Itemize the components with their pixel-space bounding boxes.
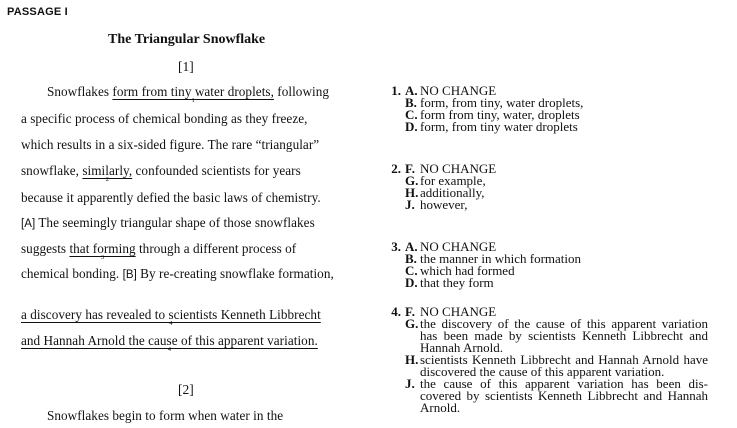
- question-marker-2: 2: [105, 176, 109, 183]
- underlined-phrase-4a[interactable]: a discovery has revealed to scientists Kenneth Libbrecht: [21, 307, 321, 322]
- option-letter: C.: [405, 263, 418, 278]
- option-letter: J.: [405, 376, 415, 391]
- question-number: 4.: [391, 304, 401, 319]
- passage-line-3: which results in a six-sided figure. The rare “triangular”: [21, 137, 320, 152]
- passage-text: By re-creating snowflake formation,: [136, 266, 334, 281]
- option-text[interactable]: for example,: [420, 173, 486, 188]
- passage-text: The seemingly triangular shape of those snowflakes: [35, 215, 315, 230]
- passage-title: The Triangular Snowflake: [108, 32, 266, 47]
- question-number: 3.: [391, 239, 401, 254]
- passage-line-7: [21, 241, 297, 261]
- option-letter: D.: [405, 275, 418, 290]
- option-letter: C.: [405, 107, 418, 122]
- passage-text: snowflake,: [21, 163, 83, 178]
- passage-line-8: [21, 266, 334, 282]
- passage-line-4: [21, 163, 301, 183]
- option-text[interactable]: NO CHANGE: [420, 304, 497, 319]
- question-1: [383, 85, 708, 133]
- option-letter: F.: [405, 304, 415, 319]
- underlined-phrase-1[interactable]: form from tiny water droplets,: [112, 84, 274, 99]
- paragraph-number: [2]: [178, 382, 194, 397]
- sentence-tag-a: [A]: [21, 218, 36, 230]
- passage-text: suggests: [21, 241, 70, 256]
- option-letter: A.: [405, 83, 418, 98]
- question-4: [383, 306, 708, 414]
- passage-text: Snowflakes: [47, 84, 113, 99]
- option-text[interactable]: NO CHANGE: [420, 239, 497, 254]
- option-text[interactable]: the discovery of the cause of this apparent variation has been made by scientists Kenneth Libbrecht and Hannah Arnold.: [420, 316, 708, 355]
- passage-text: confounded scientists for years: [132, 163, 301, 178]
- passage-line-11: Snowflakes begin to form when water in the: [47, 408, 284, 423]
- underlined-phrase-2[interactable]: similarly,: [82, 163, 133, 178]
- option-letter: B.: [405, 251, 417, 266]
- option-text[interactable]: the manner in which formation: [420, 251, 582, 266]
- passage-line-1: [47, 84, 330, 104]
- option-letter: B.: [405, 95, 417, 110]
- option-text[interactable]: that they form: [420, 275, 494, 290]
- option-letter: J.: [405, 197, 415, 212]
- option-letter: G.: [405, 173, 419, 188]
- question-2: [383, 163, 708, 211]
- option-letter: H.: [405, 185, 419, 200]
- question-number: 2.: [391, 161, 401, 176]
- option-letter: A.: [405, 239, 418, 254]
- paragraph-number: [1]: [178, 59, 194, 74]
- option-text[interactable]: form, from tiny water droplets: [420, 119, 578, 134]
- option-text[interactable]: additionally,: [420, 185, 485, 200]
- option-text[interactable]: scientists Kenneth Libbrecht and Hannah Arnold have discovered the cause of this apparent variation.: [420, 352, 708, 379]
- passage-text: following: [273, 84, 330, 99]
- option-text[interactable]: form from tiny, water, droplets: [420, 107, 580, 122]
- question-marker-3: 3: [100, 254, 105, 261]
- option-text[interactable]: NO CHANGE: [420, 83, 497, 98]
- passage-line-2: a specific process of chemical bonding as they freeze,: [21, 111, 308, 126]
- underlined-phrase-4b[interactable]: and Hannah Arnold the cause of this apparent variation.: [21, 333, 318, 348]
- passage-header: PASSAGE I: [7, 6, 68, 18]
- option-text[interactable]: NO CHANGE: [420, 161, 497, 176]
- option-letter: D.: [405, 119, 418, 134]
- passage-line-9: [21, 307, 321, 327]
- question-marker-4a: 4: [169, 320, 173, 327]
- question-marker-1: 1: [191, 97, 195, 104]
- option-letter: F.: [405, 161, 415, 176]
- underlined-phrase-3[interactable]: that forming: [69, 241, 136, 256]
- passage-line-6: [21, 215, 315, 231]
- passage-line-10: [21, 333, 318, 353]
- option-text[interactable]: however,: [420, 197, 468, 212]
- question-marker-4b: 4: [167, 346, 172, 353]
- option-letter: H.: [405, 352, 419, 367]
- passage-text: chemical bonding.: [21, 266, 123, 281]
- option-letter: G.: [405, 316, 419, 331]
- sentence-tag-b: [B]: [122, 269, 137, 281]
- option-text[interactable]: which had formed: [420, 263, 515, 278]
- option-text[interactable]: the cause of this apparent variation has been dis-covered by scientists Kenneth Libbrecht and Hannah Arnold.: [420, 376, 708, 415]
- question-3: [383, 241, 708, 289]
- passage-text: through a different process of: [135, 241, 297, 256]
- option-text[interactable]: form, from tiny, water droplets,: [420, 95, 584, 110]
- question-number: 1.: [391, 83, 401, 98]
- passage-line-5: because it apparently defied the basic laws of chemistry.: [21, 190, 321, 205]
